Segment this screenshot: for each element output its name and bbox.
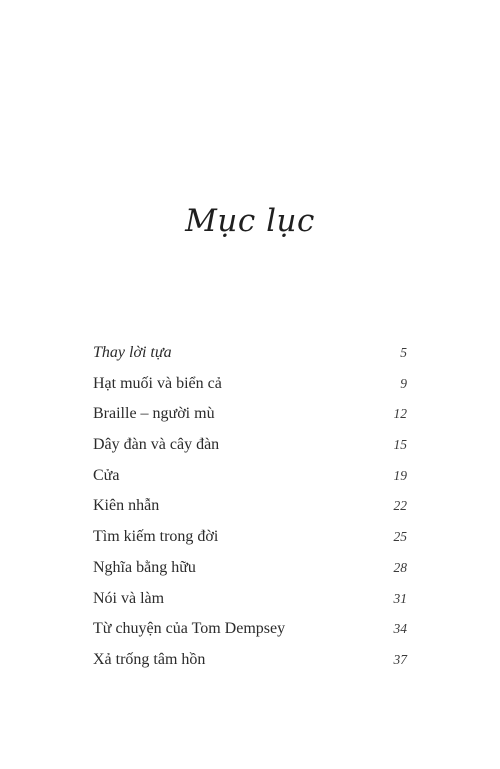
toc-entry-label: Từ chuyện của Tom Dempsey [93, 620, 286, 638]
toc-entry-label: Braille – người mù [93, 405, 215, 423]
toc-entry[interactable] [93, 497, 407, 528]
toc-entry[interactable] [93, 344, 407, 375]
toc-entry-page-number: 25 [393, 529, 407, 545]
toc-entry-label: Kiên nhẫn [93, 497, 160, 515]
toc-entry[interactable] [93, 620, 407, 651]
toc-entry-page-number: 9 [400, 375, 407, 391]
toc-entry-label: Dây đàn và cây đàn [93, 436, 220, 454]
toc-entry-label: Cửa [93, 466, 120, 484]
toc-entry[interactable] [93, 405, 407, 436]
toc-entry-label: Hạt muối và biển cả [93, 374, 222, 392]
toc-entry[interactable] [93, 436, 407, 467]
toc-entry-page-number: 19 [393, 467, 407, 483]
toc-entry[interactable] [93, 590, 407, 621]
toc-entry-page-number: 12 [393, 406, 407, 422]
toc-entry-label: Xả trống tâm hồn [93, 650, 206, 668]
toc-entry[interactable] [93, 651, 407, 682]
toc-entry-label: Thay lời tựa [93, 344, 172, 361]
toc-entry[interactable] [93, 467, 407, 498]
toc-entry[interactable] [93, 375, 407, 406]
toc-entry-label: Nói và làm [93, 589, 165, 607]
toc-entry-page-number: 34 [393, 621, 407, 637]
toc-entry-page-number: 31 [393, 590, 407, 606]
toc-entry-page-number: 28 [393, 559, 407, 575]
toc-entry[interactable] [93, 559, 407, 590]
page-title: Mục lục [185, 203, 315, 239]
toc-entry-page-number: 22 [393, 498, 407, 514]
toc-entry-label: Nghĩa bằng hữu [93, 558, 196, 576]
toc-entry[interactable] [93, 528, 407, 559]
toc-entry-label: Tìm kiếm trong đời [93, 528, 219, 546]
toc-entry-page-number: 15 [393, 437, 407, 453]
toc-entry-page-number: 37 [393, 651, 407, 667]
table-of-contents [93, 344, 407, 682]
toc-entry-page-number: 5 [400, 345, 407, 360]
